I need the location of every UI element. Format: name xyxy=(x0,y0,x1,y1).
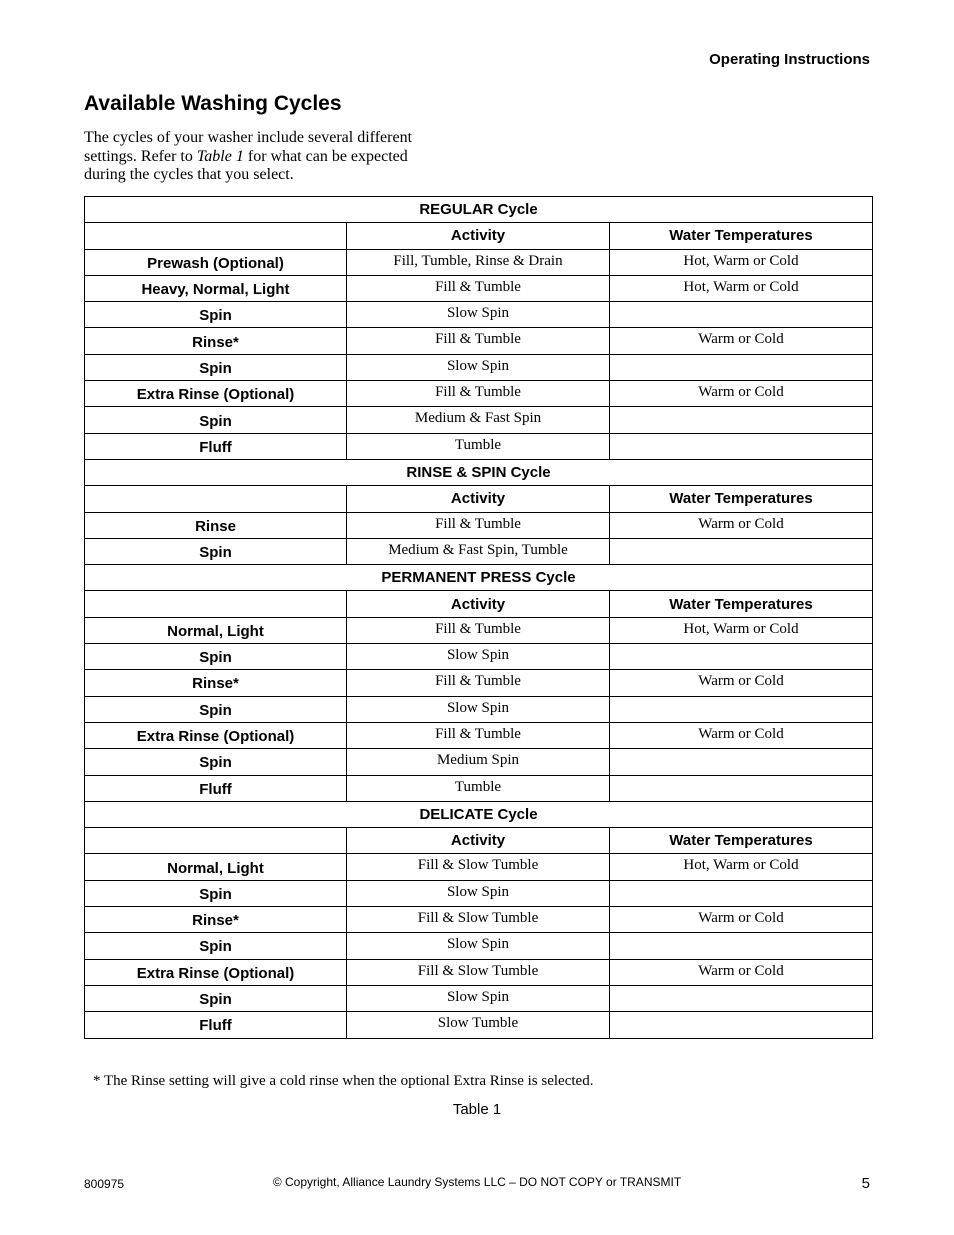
water-temperature-cell xyxy=(610,696,873,722)
table-row xyxy=(85,1012,873,1038)
table-row xyxy=(85,249,873,275)
cycle-step-label: Spin xyxy=(85,933,347,959)
activity-cell: Slow Spin xyxy=(347,985,610,1011)
table-row xyxy=(85,670,873,696)
water-temperature-cell: Hot, Warm or Cold xyxy=(610,249,873,275)
document-number: 800975 xyxy=(84,1177,125,1191)
water-temperature-cell xyxy=(610,775,873,801)
cycle-step-label: Fluff xyxy=(85,433,347,459)
section-title: REGULAR Cycle xyxy=(85,197,873,223)
activity-cell: Slow Spin xyxy=(347,880,610,906)
cycle-step-label: Rinse* xyxy=(85,670,347,696)
cycle-step-label: Rinse xyxy=(85,512,347,538)
washing-cycles-table-body xyxy=(85,197,873,1039)
water-temperature-cell xyxy=(610,538,873,564)
activity-cell: Fill & Slow Tumble xyxy=(347,907,610,933)
cycle-step-label: Fluff xyxy=(85,775,347,801)
table-row xyxy=(85,617,873,643)
activity-cell: Medium & Fast Spin xyxy=(347,407,610,433)
intro-paragraph xyxy=(84,129,444,185)
cycle-step-label: Extra Rinse (Optional) xyxy=(85,722,347,748)
table-row xyxy=(85,381,873,407)
activity-cell: Slow Tumble xyxy=(347,1012,610,1038)
activity-cell: Medium Spin xyxy=(347,749,610,775)
cycle-step-label: Spin xyxy=(85,749,347,775)
water-temperatures-header: Water Temperatures xyxy=(610,486,873,512)
water-temperature-cell: Warm or Cold xyxy=(610,959,873,985)
activity-cell: Fill & Tumble xyxy=(347,328,610,354)
water-temperature-cell xyxy=(610,302,873,328)
cycle-step-label: Spin xyxy=(85,696,347,722)
water-temperature-cell: Warm or Cold xyxy=(610,381,873,407)
cycle-step-label: Spin xyxy=(85,302,347,328)
activity-header: Activity xyxy=(347,223,610,249)
activity-cell: Tumble xyxy=(347,775,610,801)
water-temperature-cell xyxy=(610,433,873,459)
activity-cell: Fill & Slow Tumble xyxy=(347,959,610,985)
cycle-step-label: Extra Rinse (Optional) xyxy=(85,959,347,985)
table-caption: Table 1 xyxy=(452,1101,502,1118)
column-header-row xyxy=(85,828,873,854)
cycle-step-label: Fluff xyxy=(85,1012,347,1038)
table-row xyxy=(85,354,873,380)
activity-cell: Fill & Tumble xyxy=(347,670,610,696)
intro-text-after: for what can be expected during the cycles that you select. xyxy=(84,147,408,183)
water-temperature-cell xyxy=(610,985,873,1011)
section-header: Operating Instructions xyxy=(709,51,870,68)
water-temperature-cell: Warm or Cold xyxy=(610,328,873,354)
section-title-row xyxy=(85,459,873,485)
activity-cell: Slow Spin xyxy=(347,302,610,328)
section-title: PERMANENT PRESS Cycle xyxy=(85,565,873,591)
activity-header: Activity xyxy=(347,486,610,512)
empty-header-cell xyxy=(85,223,347,249)
activity-cell: Slow Spin xyxy=(347,933,610,959)
cycle-step-label: Spin xyxy=(85,644,347,670)
table-reference: Table 1 xyxy=(196,147,244,165)
water-temperatures-header: Water Temperatures xyxy=(610,223,873,249)
washing-cycles-table xyxy=(84,196,873,1039)
section-title-row xyxy=(85,565,873,591)
empty-header-cell xyxy=(85,828,347,854)
table-row xyxy=(85,275,873,301)
water-temperature-cell xyxy=(610,880,873,906)
water-temperature-cell: Hot, Warm or Cold xyxy=(610,617,873,643)
table-row xyxy=(85,775,873,801)
empty-header-cell xyxy=(85,486,347,512)
activity-cell: Fill, Tumble, Rinse & Drain xyxy=(347,249,610,275)
section-title: DELICATE Cycle xyxy=(85,801,873,827)
water-temperature-cell: Warm or Cold xyxy=(610,512,873,538)
cycle-step-label: Spin xyxy=(85,880,347,906)
activity-cell: Slow Spin xyxy=(347,696,610,722)
water-temperature-cell: Warm or Cold xyxy=(610,907,873,933)
cycle-step-label: Normal, Light xyxy=(85,617,347,643)
water-temperature-cell xyxy=(610,749,873,775)
page-number: 5 xyxy=(861,1175,870,1192)
cycle-step-label: Spin xyxy=(85,985,347,1011)
section-title-row xyxy=(85,197,873,223)
water-temperature-cell xyxy=(610,644,873,670)
cycle-step-label: Heavy, Normal, Light xyxy=(85,275,347,301)
column-header-row xyxy=(85,223,873,249)
table-row xyxy=(85,644,873,670)
activity-cell: Fill & Tumble xyxy=(347,275,610,301)
water-temperature-cell xyxy=(610,407,873,433)
table-row xyxy=(85,880,873,906)
table-row xyxy=(85,696,873,722)
activity-cell: Tumble xyxy=(347,433,610,459)
cycle-step-label: Rinse* xyxy=(85,328,347,354)
water-temperature-cell: Hot, Warm or Cold xyxy=(610,854,873,880)
water-temperature-cell xyxy=(610,933,873,959)
water-temperature-cell: Warm or Cold xyxy=(610,722,873,748)
water-temperature-cell xyxy=(610,354,873,380)
table-row xyxy=(85,328,873,354)
column-header-row xyxy=(85,591,873,617)
water-temperature-cell: Hot, Warm or Cold xyxy=(610,275,873,301)
activity-cell: Medium & Fast Spin, Tumble xyxy=(347,538,610,564)
copyright-notice: © Copyright, Alliance Laundry Systems LLC – DO NOT COPY or TRANSMIT xyxy=(272,1175,682,1189)
activity-cell: Slow Spin xyxy=(347,354,610,380)
intro-text-before: The cycles of your washer include several different settings. Refer to xyxy=(84,129,413,165)
activity-header: Activity xyxy=(347,591,610,617)
cycle-step-label: Spin xyxy=(85,354,347,380)
activity-cell: Fill & Tumble xyxy=(347,512,610,538)
water-temperature-cell: Warm or Cold xyxy=(610,670,873,696)
table-row xyxy=(85,985,873,1011)
activity-cell: Slow Spin xyxy=(347,644,610,670)
activity-cell: Fill & Tumble xyxy=(347,617,610,643)
cycle-step-label: Prewash (Optional) xyxy=(85,249,347,275)
table-row xyxy=(85,907,873,933)
water-temperatures-header: Water Temperatures xyxy=(610,591,873,617)
page-title: Available Washing Cycles xyxy=(84,92,342,115)
table-row xyxy=(85,512,873,538)
section-title: RINSE & SPIN Cycle xyxy=(85,459,873,485)
cycle-step-label: Spin xyxy=(85,407,347,433)
table-row xyxy=(85,749,873,775)
empty-header-cell xyxy=(85,591,347,617)
activity-cell: Fill & Slow Tumble xyxy=(347,854,610,880)
table-row xyxy=(85,407,873,433)
activity-cell: Fill & Tumble xyxy=(347,381,610,407)
water-temperatures-header: Water Temperatures xyxy=(610,828,873,854)
cycle-step-label: Normal, Light xyxy=(85,854,347,880)
activity-header: Activity xyxy=(347,828,610,854)
table-row xyxy=(85,722,873,748)
cycle-step-label: Extra Rinse (Optional) xyxy=(85,381,347,407)
cycle-step-label: Spin xyxy=(85,538,347,564)
table-row xyxy=(85,854,873,880)
section-title-row xyxy=(85,801,873,827)
table-row xyxy=(85,959,873,985)
column-header-row xyxy=(85,486,873,512)
cycle-step-label: Rinse* xyxy=(85,907,347,933)
table-row xyxy=(85,933,873,959)
water-temperature-cell xyxy=(610,1012,873,1038)
table-row xyxy=(85,433,873,459)
table-row xyxy=(85,538,873,564)
table-row xyxy=(85,302,873,328)
table-footnote: * The Rinse setting will give a cold rinse when the optional Extra Rinse is selected. xyxy=(93,1073,594,1089)
activity-cell: Fill & Tumble xyxy=(347,722,610,748)
